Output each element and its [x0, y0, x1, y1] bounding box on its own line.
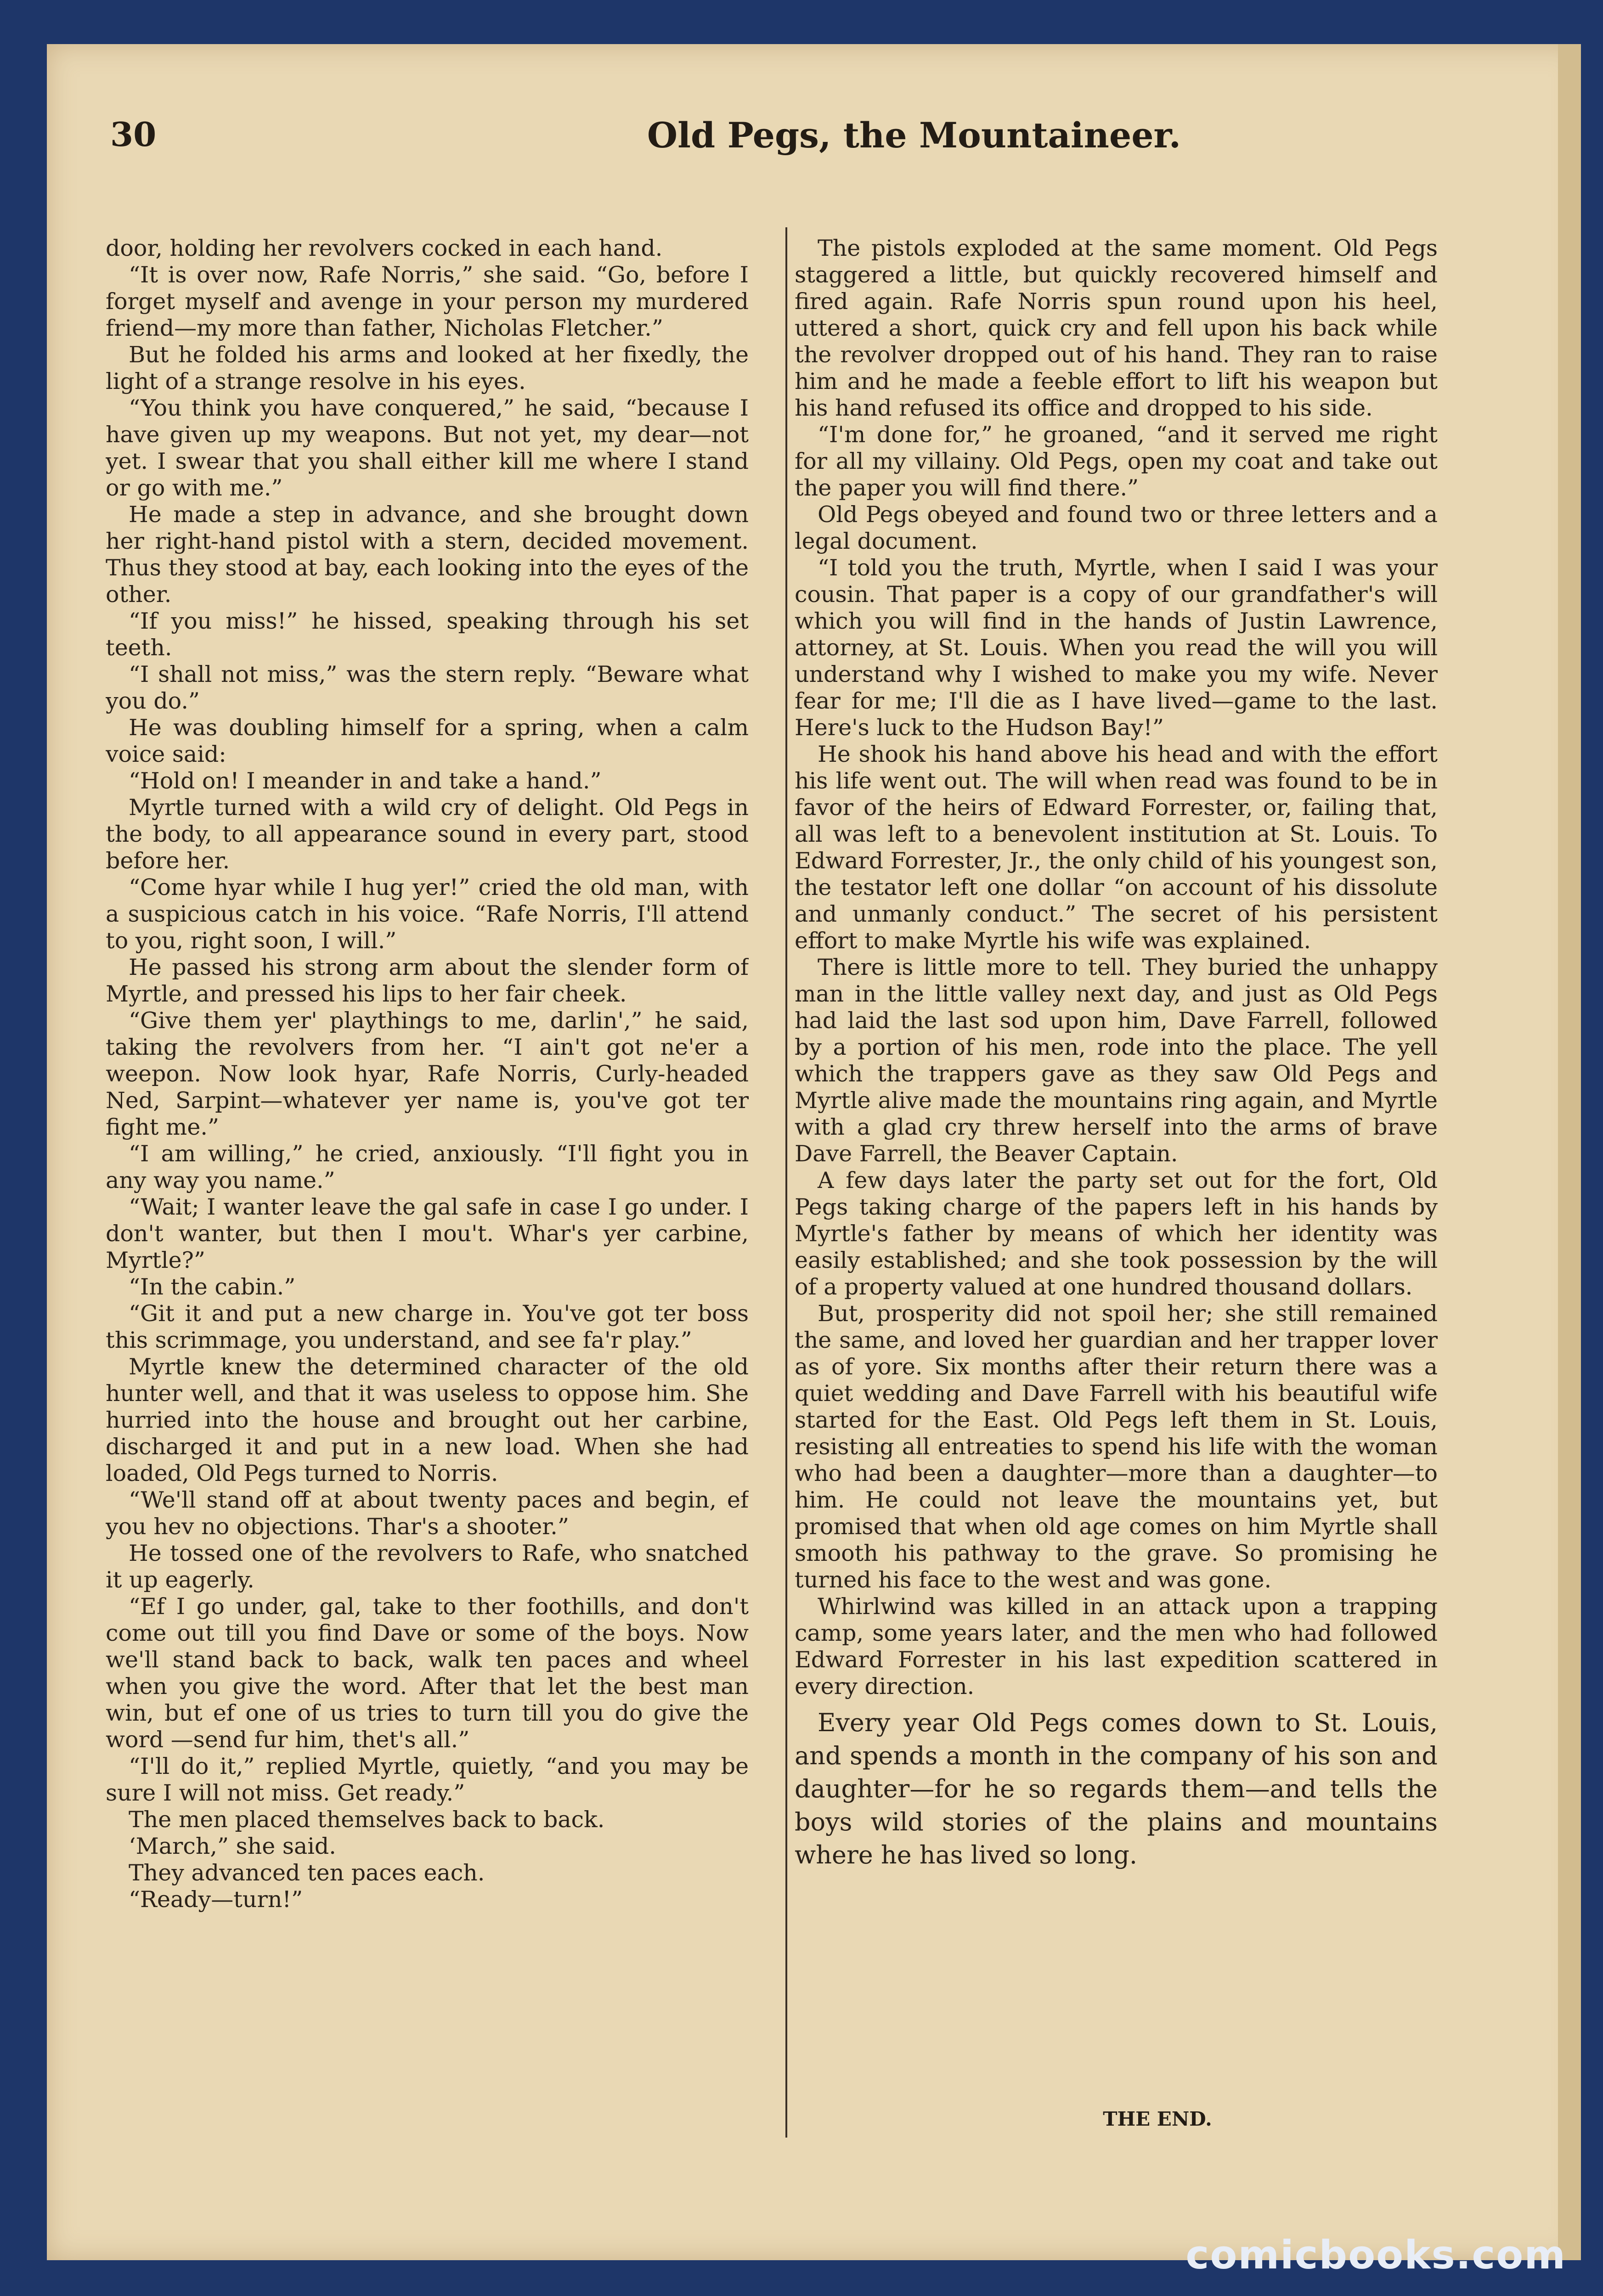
- page-number: 30: [110, 115, 157, 154]
- paragraph: The men placed themselves back to back.: [129, 1806, 605, 1833]
- the-end: THE END.: [1103, 2108, 1212, 2130]
- paragraph: “In the cabin.”: [129, 1274, 296, 1300]
- paragraph: He was doubling himself for a spring, when a calm voice said:: [106, 715, 749, 767]
- running-head: [110, 115, 1488, 174]
- paragraph: “I'll do it,” replied Myrtle, quietly, “and you may be sure I will not miss. Get ready.”: [106, 1753, 749, 1806]
- paragraph: Whirlwind was killed in an attack upon a trapping camp, some years later, and the men who had followed Edward Forrester in his last expedition scattered in every direction.: [795, 1593, 1438, 1699]
- paragraph: “It is over now, Rafe Norris,” she said. “Go, before I forget myself and avenge in your person my murdered friend—my more than father, Nicholas Fletcher.”: [106, 262, 749, 341]
- paragraph: “I'm done for,” he groaned, “and it served me right for all my villainy. Old Pegs, open my coat and take out the paper you will find there.”: [795, 422, 1438, 501]
- paragraph: They advanced ten paces each.: [129, 1860, 485, 1886]
- paragraph: The pistols exploded at the same moment. Old Pegs staggered a little, but quickly recovered himself and fired again. Rafe Norris spun round upon his heel, uttered a short, quick cry and fell upon his back while the revolver dropped out of his hand. They ran to raise him and he made a feeble effort to lift his weapon but his hand refused its office and dropped to his side.: [795, 235, 1438, 421]
- paragraph: A few days later the party set out for the fort, Old Pegs taking charge of the papers left in his hands by Myrtle's father by means of which her identity was easily established; and she took possession by the will of a property valued at one hundred thousand dollars.: [795, 1167, 1438, 1300]
- paragraph: ‘March,” she said.: [129, 1833, 336, 1859]
- paragraph: door, holding her revolvers cocked in each hand.: [106, 235, 663, 261]
- column-divider: [785, 227, 787, 2138]
- paragraph: Myrtle knew the determined character of the old hunter well, and that it was useless to oppose him. She hurried into the house and brought out her carbine, discharged it and put in a new load. When she had loaded, Old Pegs turned to Norris.: [106, 1354, 749, 1486]
- left-column: [106, 235, 749, 2141]
- paragraph: “Hold on! I meander in and take a hand.”: [129, 768, 602, 794]
- paragraph: He tossed one of the revolvers to Rafe, who snatched it up eagerly.: [106, 1540, 749, 1593]
- paragraph: “I told you the truth, Myrtle, when I said I was your cousin. That paper is a copy of our grandfather's will which you will find in the hands of Justin Lawrence, attorney, at St. Louis. When you read the will you will understand why I wished to make you my wife. Never fear for me; I'll die as I have lived—game to the last. Here's luck to the Hudson Bay!”: [795, 555, 1438, 741]
- paragraph: “Come hyar while I hug yer!” cried the old man, with a suspicious catch in his voice. “Rafe Norris, I'll attend to you, right soon, I will.”: [106, 874, 749, 954]
- paragraph: But he folded his arms and looked at her fixedly, the light of a strange resolve in his eyes.: [106, 342, 749, 394]
- paragraph: He shook his hand above his head and with the effort his life went out. The will when read was found to be in favor of the heirs of Edward Forrester, or, failing that, all was left to a benevolent institution at St. Louis. To Edward Forrester, Jr., the only child of his youngest son, the testator left one dollar “on account of his dissolute and unmanly conduct.” The secret of his persistent effort to make Myrtle his wife was explained.: [795, 741, 1438, 954]
- paragraph: There is little more to tell. They buried the unhappy man in the little valley next day, and just as Old Pegs had laid the last sod upon him, Dave Farrell, followed by a portion of his men, rode into the place. The yell which the trappers gave as they saw Old Pegs and Myrtle alive made the mountains ring again, and Myrtle with a glad cry threw herself into the arms of brave Dave Farrell, the Beaver Captain.: [795, 954, 1438, 1167]
- paragraph: He passed his strong arm about the slender form of Myrtle, and pressed his lips to her fair cheek.: [106, 954, 749, 1007]
- paragraph: But, prosperity did not spoil her; she still remained the same, and loved her guardian and her trapper lover as of yore. Six months after their return there was a quiet wedding and Dave Farrell with his beautiful wife started for the East. Old Pegs left them in St. Louis, resisting all entreaties to spend his life with the woman who had been a daughter—more than a daughter—to him. He could not leave the mountains yet, but promised that when old age comes on him Myrtle shall smooth his pathway to the grave. So promising he turned his face to the west and was gone.: [795, 1300, 1438, 1593]
- paragraph: “Give them yer' playthings to me, darlin',” he said, taking the revolvers from her. “I ain't got ne'er a weepon. Now look hyar, Rafe Norris, Curly-headed Ned, Sarpint—whatever yer name is, you've got ter fight me.”: [106, 1007, 749, 1140]
- paragraph: Myrtle turned with a wild cry of delight. Old Pegs in the body, to all appearance sound in every part, stood before her.: [106, 794, 749, 874]
- closing-paragraph: Every year Old Pegs comes down to St. Louis, and spends a month in the company of his son and daughter—for he so regards them—and tells the boys wild stories of the plains and mountains where he has lived so long.: [795, 1708, 1438, 1869]
- paragraph: “If you miss!” he hissed, speaking through his set teeth.: [106, 608, 749, 661]
- paragraph: “Ef I go under, gal, take to ther foothills, and don't come out till you find Dave or some of the boys. Now we'll stand back to back, walk ten paces and wheel when you give the word. After that let the best man win, but ef one of us tries to turn till you do give the word —send fur him, thet's all.”: [106, 1593, 749, 1753]
- paragraph: “I shall not miss,” was the stern reply. “Beware what you do.”: [106, 661, 749, 714]
- page-spine: [1558, 44, 1581, 2260]
- paragraph: Old Pegs obeyed and found two or three letters and a legal document.: [795, 501, 1438, 554]
- paragraph: “You think you have conquered,” he said, “because I have given up my weapons. But not yet, my dear—not yet. I swear that you shall either kill me where I stand or go with me.”: [106, 395, 749, 501]
- paragraph: He made a step in advance, and she brought down her right-hand pistol with a stern, decided movement. Thus they stood at bay, each looking into the eyes of the other.: [106, 501, 749, 608]
- book-title: Old Pegs, the Mountaineer.: [647, 115, 1181, 156]
- paragraph: “Wait; I wanter leave the gal safe in case I go under. I don't wanter, but then I mou't. Whar's yer carbine, Myrtle?”: [106, 1194, 749, 1273]
- right-column: [795, 235, 1438, 2141]
- watermark: comicbooks.com: [1185, 2232, 1566, 2278]
- paragraph: “Git it and put a new charge in. You've got ter boss this scrimmage, you understand, and see fa'r play.”: [106, 1300, 749, 1353]
- paragraph: “I am willing,” he cried, anxiously. “I'll fight you in any way you name.”: [106, 1141, 749, 1193]
- paragraph: “Ready—turn!”: [129, 1886, 303, 1913]
- paragraph: “We'll stand off at about twenty paces and begin, ef you hev no objections. Thar's a shooter.”: [106, 1487, 749, 1540]
